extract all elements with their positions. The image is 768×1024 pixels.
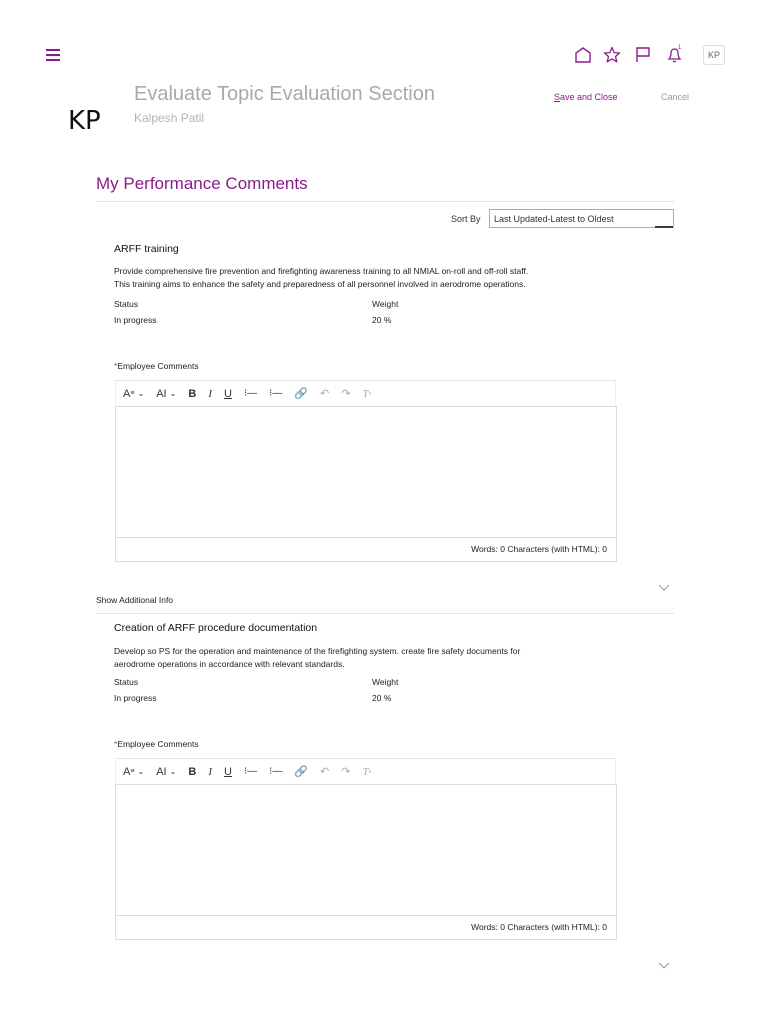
comment-editor[interactable]	[115, 406, 617, 538]
underline-button[interactable]: U	[224, 765, 232, 778]
clear-format-label: T	[362, 765, 369, 778]
bell-count-badge: 1	[678, 45, 682, 51]
clear-format-icon[interactable]: T x	[362, 765, 372, 778]
goal-title: Creation of ARFF procedure documentation	[114, 622, 318, 634]
goal-description-line: Develop so PS for the operation and maintenance of the firefighting system. create fire safety documents for	[114, 646, 521, 656]
status-value: In progress	[114, 315, 157, 325]
comments-label	[114, 739, 199, 749]
save-accesskey: S	[554, 92, 561, 102]
status-value: In progress	[114, 693, 157, 703]
clear-format-label: T	[362, 387, 369, 400]
goal-description	[114, 645, 614, 671]
page-subtitle: Kalpesh Patil	[134, 111, 205, 125]
undo-icon[interactable]: ↶	[320, 388, 330, 400]
sort-label: Sort By	[451, 214, 481, 224]
clear-format-icon[interactable]: T x	[362, 387, 372, 400]
goal-description-line: This training aims to enhance the safety and preparedness of all personnel involved in aerodrome operations.	[114, 279, 526, 289]
font-size-button[interactable]: AI ⌄	[156, 387, 177, 400]
bold-button[interactable]: B	[188, 387, 197, 400]
font-style-label: A	[123, 765, 131, 778]
status-label: Status	[114, 299, 139, 309]
redo-icon[interactable]: ↷	[341, 388, 351, 400]
save-and-close-button[interactable]	[554, 92, 618, 102]
goal-description-line: Provide comprehensive fire prevention and firefighting awareness training to all NMIAL on-roll and off-roll staff.	[114, 266, 529, 276]
goal-description	[114, 265, 614, 291]
chevron-down-icon[interactable]	[658, 579, 670, 587]
numbered-list-icon[interactable]: ⁝—	[243, 766, 258, 777]
goal-description-line: aerodrome operations in accordance with relevant standards.	[114, 659, 345, 669]
editor-toolbar	[115, 380, 616, 406]
required-marker: *	[114, 361, 118, 371]
word-counter: Words: 0 Characters (with HTML): 0	[115, 916, 617, 940]
section-title: My Performance Comments	[96, 174, 308, 193]
bold-button[interactable]: B	[188, 765, 197, 778]
undo-icon[interactable]: ↶	[320, 766, 330, 778]
font-style-label: A	[123, 387, 131, 400]
link-icon[interactable]: 🔗	[294, 766, 309, 778]
show-additional-info-link[interactable]: Show Additional Info	[96, 595, 174, 605]
chevron-down-icon[interactable]	[658, 957, 670, 965]
weight-label: Weight	[372, 677, 399, 687]
comments-label-text: Employee Comments	[117, 361, 199, 371]
bullet-list-icon[interactable]: ⁝—	[269, 388, 283, 399]
divider	[96, 613, 674, 614]
flag-icon[interactable]	[633, 45, 653, 65]
menu-icon[interactable]	[46, 49, 60, 61]
redo-icon[interactable]: ↷	[341, 766, 351, 778]
comments-label	[114, 361, 199, 371]
user-avatar-small[interactable]: KP	[703, 45, 725, 65]
required-marker: *	[114, 739, 118, 749]
home-icon[interactable]	[573, 45, 593, 65]
font-style-button[interactable]: A ≡ ⌄	[123, 765, 145, 778]
status-label: Status	[114, 677, 139, 687]
goal-title: ARFF training	[114, 243, 179, 255]
avatar: KP	[68, 106, 101, 136]
font-size-label: AI	[156, 765, 167, 778]
font-size-button[interactable]: AI ⌄	[156, 765, 177, 778]
word-counter: Words: 0 Characters (with HTML): 0	[115, 538, 617, 562]
font-size-label: AI	[156, 387, 167, 400]
weight-value: 20 %	[372, 315, 392, 325]
comments-label-text: Employee Comments	[117, 739, 199, 749]
editor-toolbar	[115, 758, 616, 784]
weight-value: 20 %	[372, 693, 392, 703]
italic-button[interactable]: I	[208, 765, 212, 778]
font-style-button[interactable]: A ≡ ⌄	[123, 387, 145, 400]
underline-button[interactable]: U	[224, 387, 232, 400]
star-icon[interactable]	[602, 45, 622, 65]
link-icon[interactable]: 🔗	[294, 388, 309, 400]
italic-button[interactable]: I	[208, 387, 212, 400]
save-label: ave and Close	[560, 92, 618, 102]
sort-select[interactable]: Last Updated-Latest to Oldest	[489, 209, 674, 228]
divider	[96, 201, 674, 202]
page-title: Evaluate Topic Evaluation Section	[134, 83, 435, 105]
sort-select-underline	[655, 226, 673, 228]
comment-editor[interactable]	[115, 784, 617, 916]
weight-label: Weight	[372, 299, 399, 309]
bullet-list-icon[interactable]: ⁝—	[269, 766, 283, 777]
cancel-button[interactable]: Cancel	[661, 92, 690, 102]
numbered-list-icon[interactable]: ⁝—	[243, 388, 258, 399]
